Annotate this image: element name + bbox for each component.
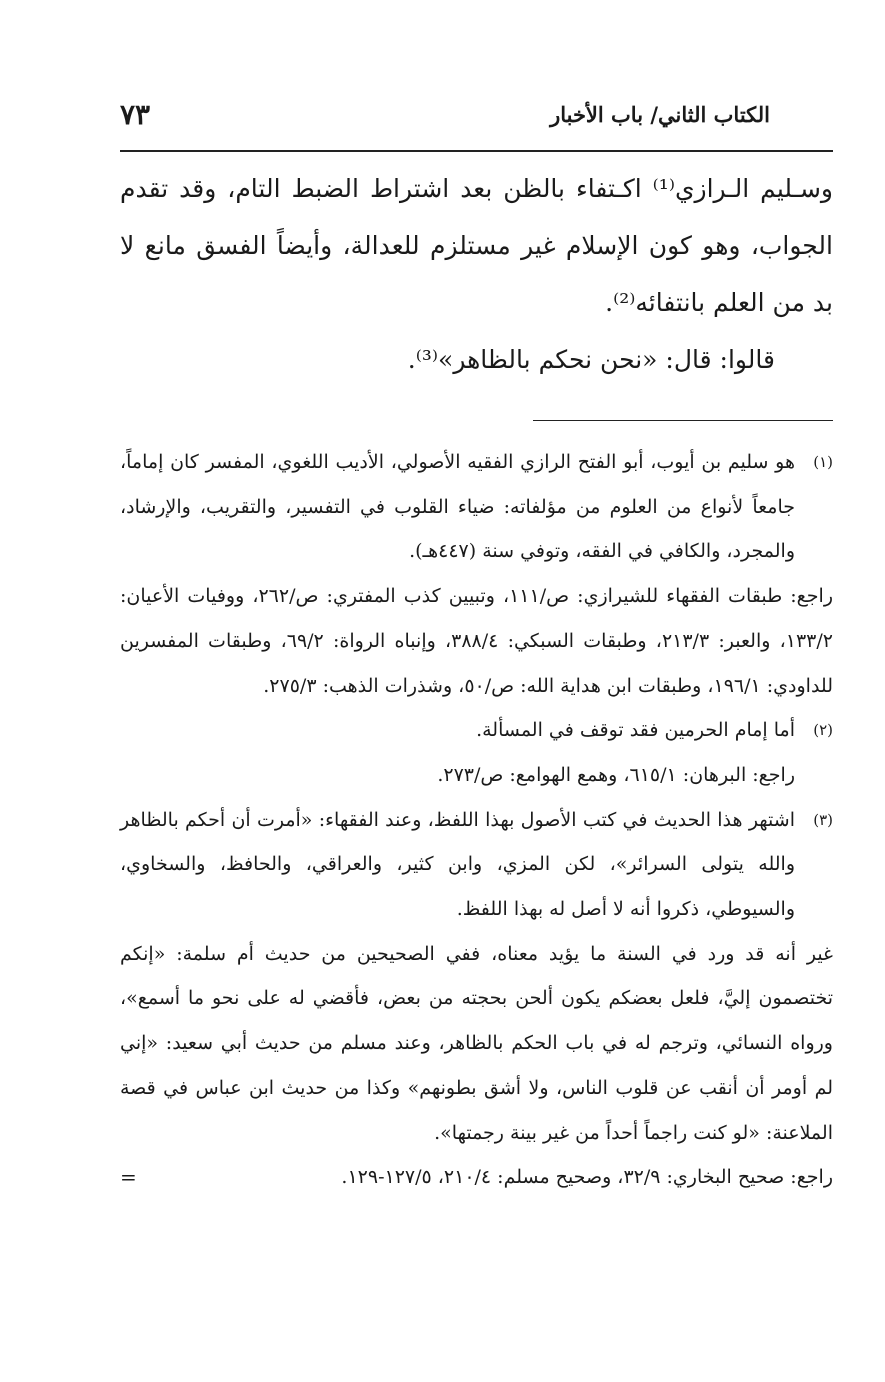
footnote-number: (٣)	[813, 810, 833, 829]
page-number: ٧٣	[120, 98, 151, 131]
footnote-reference: راجع: البرهان: ٦١٥/١، وهمع الهوامع: ص/٢٧٣.	[437, 763, 795, 786]
running-title: الكتاب الثاني/ باب الأخبار	[550, 102, 770, 127]
footnotes	[120, 440, 833, 1200]
continuation-mark: =	[120, 1165, 137, 1190]
footnote-text: هو سليم بن أيوب، أبو الفتح الرازي الفقيه الأصولي، الأديب اللغوي، المفسر كان إماماً، جامعاً لأنواع من العلوم من مؤلفاته: ضياء القلوب في التفسير، والتقريب، والإرشاد، والمجرد، والكافي في الفقه، وتوفي سنة (٤٤٧هـ).	[120, 451, 795, 563]
footnote-separator	[533, 420, 833, 421]
body-paragraph: وسـليم الـرازي⁽¹⁾ اكـتفاء بالظن بعد اشتراط الضبط التام، وقد تقدم الجواب، وهو كون الإسلام غير مستلزم للعدالة، وأيضاً الفسق مانع لا بد من العلم بانتفائه⁽²⁾.	[120, 174, 833, 317]
body-paragraph-quote: قالوا: قال: «نحن نحكم بالظاهر»⁽³⁾.	[407, 345, 775, 374]
footnote-number: (١)	[813, 453, 833, 471]
main-text	[120, 160, 833, 388]
header-rule	[120, 150, 833, 152]
footnote-reference: راجع: طبقات الفقهاء للشيرازي: ص/١١١، وتبيين كذب المفتري: ص/٢٦٢، ووفيات الأعيان: ١٣٣/٢، والعبر: ٢١٣/٣، وطبقات السبكي: ٣٨٨/٤، وإنباه الرواة: ٦٩/٢، وطبقات المفسرين للداودي: ١٩٦/١، وطبقات ابن هداية الله: ص/٥٠، وشذرات الذهب: ٢٧٥/٣.	[120, 585, 833, 697]
footnote-2	[120, 708, 833, 753]
footnote-reference: راجع: صحيح البخاري: ٣٢/٩، وصحيح مسلم: ٢١٠/٤، ١٢٧/٥-١٢٩.	[341, 1166, 833, 1189]
footnote-3	[120, 798, 833, 932]
footnote-reference-line	[120, 1155, 833, 1200]
footnote-number: (٢)	[813, 721, 833, 740]
footnote-continuation: غير أنه قد ورد في السنة ما يؤيد معناه، ففي الصحيحين من حديث أم سلمة: «إنكم تختصمون إليَّ، فلعل بعضكم يكون ألحن بحجته من بعض، فأقضي له على نحو ما أسمع»، ورواه النسائي، وترجم له في باب الحكم بالظاهر، وعند مسلم من حديث أبي سعيد: «إني لم أومر أن أنقب عن قلوب الناس، ولا أشق بطونهم» وكذا من حديث ابن عباس في قصة الملاعنة: «لو كنت راجماً أحداً من غير بينة رجمتها».	[120, 942, 833, 1144]
footnote-text: أما إمام الحرمين فقد توقف في المسألة.	[476, 719, 795, 742]
page-header	[120, 98, 770, 138]
footnote-text: اشتهر هذا الحديث في كتب الأصول بهذا اللفظ، وعند الفقهاء: «أمرت أن أحكم بالظاهر والله يتولى السرائر»، لكن المزي، وابن كثير، والعراقي، والحافظ، والسخاوي، والسيوطي، ذكروا أنه لا أصل له بهذا اللفظ.	[120, 808, 795, 921]
footnote-1	[120, 440, 833, 574]
